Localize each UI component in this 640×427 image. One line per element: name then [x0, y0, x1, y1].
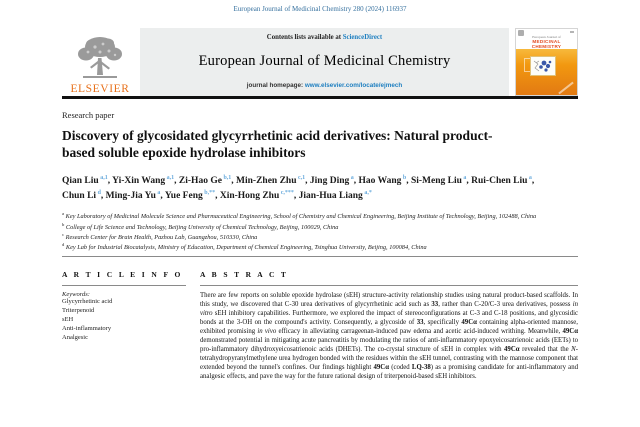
author-name: Hao Wang	[358, 176, 402, 187]
abstract-segment: 49Cα	[504, 346, 520, 353]
abstract-segment: LQ-38	[411, 363, 431, 371]
journal-citation-line: European Journal of Medicinal Chemistry 280 (2024) 116937	[233, 5, 407, 13]
abstract-segment: demonstrated potential in mitigating acute pancreatitis by modulating the ratios of anti-inflammatory epoxyeicosatrienoic acids (EETs) to pro-inflammatory dihydroxyeicosatrienoic acids (DHETs). The co-crystal structure of sEH in complex with	[200, 337, 578, 353]
info-abstract-section	[62, 257, 578, 382]
homepage-prefix: journal homepage:	[246, 82, 305, 89]
author-name: Jian-Hua Liang	[298, 190, 363, 201]
abstract-segment: 33	[431, 301, 439, 309]
author-affiliation-marker: b,1	[221, 175, 232, 182]
author-name: Min-Zhen Zhu	[236, 176, 297, 187]
abstract-segment: 33	[416, 319, 424, 327]
abstract-segment: -tetrahydropyranylmethylene urea hydrogen bonded with the residues within the sEH tunnel, contrasting with the mannose component that extended beyond the tunnel's confines. Our findings highlight	[200, 346, 578, 371]
contents-prefix: Contents lists available at	[266, 34, 343, 41]
author-affiliation-marker: c,***	[279, 189, 294, 196]
article-title: Discovery of glycosidated glycyrrhetinic acid derivatives: Natural product-based soluble epoxide hydrolase inhibitors	[62, 127, 493, 160]
abstract-segment: There are few reports on soluble epoxide hydrolase (sEH) structure-activity relationship studies using natural product-based scaffolds. In this study, we discovered that C-30 urea derivatives of glycyrrhetinic acid such as	[200, 292, 578, 309]
author-affiliation-marker: b,**	[202, 189, 216, 196]
abstract-segment: 49Cα	[461, 319, 477, 327]
elsevier-tree-icon	[73, 34, 127, 82]
author-affiliation-marker: a	[527, 175, 532, 182]
homepage-line	[247, 82, 403, 89]
article-info-heading: A R T I C L E I N F O	[62, 270, 183, 280]
author-affiliation-marker: a,1	[165, 175, 175, 182]
abstract-segment: , specifically	[423, 319, 462, 327]
author-name: Yue Feng	[164, 190, 203, 201]
abstract-text	[200, 292, 578, 382]
article-info-rule	[62, 285, 186, 286]
abstract-segment: in vitro	[200, 301, 578, 318]
author-affiliation-marker: c,1	[296, 175, 306, 182]
affiliation-line: $^d$ Key Lab for Industrial Biocatalysis, Ministry of Education, Department of Chemical Engineering, Tsinghua University, Beijing, 100084, China	[62, 241, 427, 252]
abstract-segment: revealed that the	[519, 346, 572, 353]
cover-artwork	[516, 49, 577, 95]
abstract-segment: (coded	[388, 363, 412, 371]
journal-cover-thumbnail	[515, 28, 578, 96]
keyword-item: Anti-inflammatory	[62, 325, 112, 333]
keyword-item: sEH	[62, 316, 74, 324]
abstract-segment: in vivo	[257, 328, 277, 336]
abstract-segment: N	[571, 346, 576, 353]
cover-volume-strip	[558, 82, 573, 95]
author-affiliation-marker: d	[96, 189, 101, 196]
journal-title: European Journal of Medicinal Chemistry	[198, 53, 451, 69]
abstract-column	[200, 257, 578, 382]
sciencedirect-link[interactable]: ScienceDirect	[342, 34, 383, 41]
author-affiliation-marker: b	[401, 175, 407, 182]
cover-title-line1: European Journal of	[532, 35, 561, 39]
cover-title-line3: CHEMISTRY	[531, 44, 562, 50]
abstract-segment: 49Cα	[373, 363, 389, 371]
affiliation-line: $^a$ Key Laboratory of Medicinal Molecule Science and Pharmaceutical Engineering, School of Chemistry and Chemical Engineering, Beijing Institute of Technology, Beijing, 102488, China	[62, 211, 537, 221]
author-name: Ming-Jia Yu	[105, 190, 156, 201]
author-affiliation-marker: a,1	[98, 175, 108, 182]
elsevier-logo	[62, 28, 138, 96]
author-affiliation-marker: a	[155, 189, 161, 196]
keyword-item: Glycyrrhetinic acid	[62, 298, 113, 306]
affiliation-list	[62, 211, 578, 252]
author-affiliation-marker: a	[461, 175, 467, 182]
paper-page	[0, 5, 640, 427]
abstract-segment: sEH inhibitory capabilities. Furthermore, we explored the impact of stereoconfigurations at C-3 and C-18 positions, and glycosidic bonds at the 3-OH on the compound's activity. Consequently, a glycoside of	[200, 310, 578, 327]
header-divider-bar	[62, 96, 578, 99]
author-name: Yi-Xin Wang	[112, 176, 166, 187]
homepage-url-link[interactable]: www.elsevier.com/locate/ejmech	[304, 82, 403, 89]
contents-line	[267, 34, 382, 41]
keyword-item: Analgesic	[62, 334, 88, 342]
abstract-segment: containing alpha-oriented mannose, exhibited promising	[200, 319, 578, 336]
author-name: Xin-Hong Zhu	[219, 190, 280, 201]
abstract-segment: ) as a promising candidate for anti-inflammatory and analgesic effects, and pave the way for the future rational design of triterpenoid-based sEH inhibitors.	[200, 363, 578, 380]
cover-masthead	[516, 29, 577, 49]
article-front-matter	[62, 110, 578, 382]
keyword-list	[62, 298, 186, 343]
elsevier-wordmark: ELSEVIER	[70, 83, 130, 95]
article-info-column	[62, 257, 186, 382]
abstract-heading: A B S T R A C T	[200, 270, 289, 280]
author-name: Qian Liu	[62, 176, 99, 187]
abstract-segment: 49Cα	[562, 328, 578, 336]
author-name: Zi-Hao Ge	[178, 176, 222, 187]
cover-molecule-image	[530, 56, 556, 76]
affiliation-line: $^c$ Research Center for Brain Health, Pazhou Lab, Guangzhou, 510330, China	[62, 231, 258, 241]
cover-barcode-icon	[570, 31, 574, 33]
author-list: Qian Liu $^{a,1}$, Yi-Xin Wang $^{a,1}$, Zi-Hao Ge $^{b,1}$, Min-Zhen Zhu $^{c,1}$, Jing Ding $^a$, Hao Wang $^b$, Si-Meng Liu $^a$, Rui-Chen Liu $^a$, Chun Li $^d$, Ming-Jia Yu $^a$, Yue Feng $^{b,**}$, Xin-Hong Zhu $^{c,***}$, Jian-Hua Liang $^{a,*}$	[62, 175, 535, 201]
journal-header	[62, 28, 578, 96]
abstract-rule	[200, 285, 578, 286]
keywords-label: Keywords:	[62, 291, 90, 299]
journal-banner	[140, 28, 509, 96]
author-name: Jing Ding	[309, 176, 350, 187]
author-name: Si-Meng Liu	[410, 176, 462, 187]
author-name: Rui-Chen Liu	[471, 176, 528, 187]
author-name: Chun Li	[62, 190, 97, 201]
cover-title-line2: MEDICINAL	[532, 39, 561, 45]
author-affiliation-marker: a	[349, 175, 354, 182]
abstract-segment: , rather than C-20/C-3 urea derivatives, possess	[438, 301, 573, 309]
cover-logo-icon	[518, 30, 524, 36]
article-type-label: Research paper	[62, 109, 115, 120]
affiliation-line: $^b$ College of Life Science and Technology, Beijing University of Chemical Technology, Beijing, 100029, China	[62, 221, 339, 231]
abstract-segment: efficacy in alleviating carrageenan-induced paw edema and acetic acid-induced writhing. Meanwhile,	[276, 328, 563, 336]
keyword-item: Triterpenoid	[62, 307, 95, 315]
author-affiliation-marker: a,*	[362, 189, 372, 196]
